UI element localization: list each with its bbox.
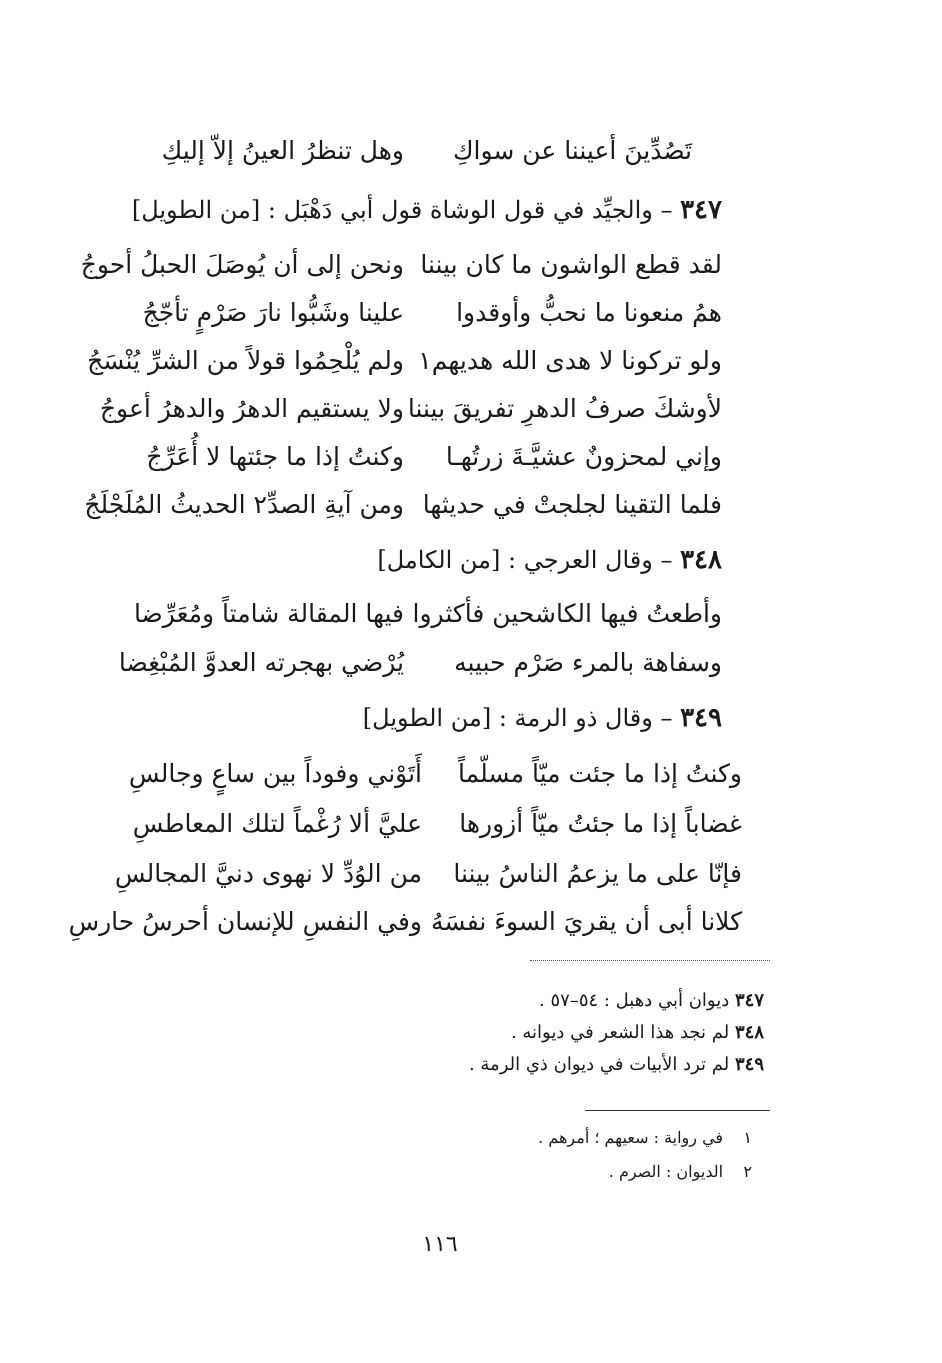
note-text: ديوان أبي دهبل : ٥٤–٥٧ . bbox=[539, 990, 730, 1011]
source-note-347 bbox=[539, 988, 764, 1014]
section-heading-349 bbox=[363, 701, 722, 735]
verse-hemistich-right: تَصُدِّينَ أعيننا عن سواكِ bbox=[452, 136, 692, 165]
section-number: ٣٤٧ bbox=[680, 195, 722, 225]
footnote-1 bbox=[538, 1126, 752, 1150]
verse-hemistich-right: وكنتُ إذا ما جئت ميّاً مسلّماً bbox=[458, 759, 742, 788]
footnote-text: في رواية : سعيهم ؛ أمرهم . bbox=[538, 1128, 724, 1147]
footnote-number: ١ bbox=[743, 1128, 752, 1147]
verse-hemistich-right: غضاباً إذا ما جئتُ ميّاً أزورها bbox=[459, 809, 742, 838]
verse-hemistich-right: فلما التقينا لجلجتْ في حديثها bbox=[422, 490, 722, 519]
verse-hemistich-left: عليَّ ألا رُغْماً لتلك المعاطسِ bbox=[132, 809, 422, 838]
verse-hemistich-left: ولم يُلْحِمُوا قولاً من الشرِّ يُنْسَجُ bbox=[87, 346, 404, 375]
verse-hemistich-left: من الوُدِّ لا نهوى دنيَّ المجالسِ bbox=[114, 859, 422, 888]
section-number: ٣٤٨ bbox=[680, 545, 722, 575]
verse-hemistich-right: وسفاهة بالمرء صَرْم حبيبه bbox=[454, 648, 722, 677]
verse-hemistich-right: فإنّا على ما يزعمُ الناسُ بيننا bbox=[453, 859, 742, 888]
page-number: ١١٦ bbox=[422, 1232, 458, 1257]
verse-hemistich-left: ولا يستقيم الدهرُ والدهرُ أعوجُ bbox=[99, 394, 404, 423]
notes-separator bbox=[530, 960, 770, 961]
verse-hemistich-right: وأطعتُ فيها الكاشحين فأكثروا bbox=[412, 599, 722, 628]
verse-hemistich-right: ولو تركونا لا هدى الله هديهم١ bbox=[418, 346, 722, 375]
footnote-number: ٢ bbox=[743, 1162, 752, 1181]
source-note-349 bbox=[469, 1052, 764, 1078]
verse-hemistich-left: وفي النفسِ للإنسان أحرسُ حارسِ bbox=[68, 907, 422, 936]
note-text: لم ترد الأبيات في ديوان ذي الرمة . bbox=[468, 1054, 730, 1075]
section-title: – وقال العرجي : [من الكامل] bbox=[377, 546, 681, 574]
source-note-348 bbox=[511, 1020, 764, 1046]
verse-hemistich-left: يُرْضي بهجرته العدوَّ المُبْغِضا bbox=[118, 648, 404, 677]
verse-hemistich-right: وإني لمحزونٌ عشيَّـةَ زرتُهـا bbox=[445, 442, 722, 471]
section-title: – وقال ذو الرمة : [من الطويل] bbox=[362, 704, 681, 732]
verse-hemistich-right: لأوشكَ صرفُ الدهرِ تفريقَ بيننا bbox=[407, 394, 722, 423]
verse-hemistich-left: علينا وشَبُّوا نارَ صَرْمٍ تأجّجُ bbox=[142, 298, 404, 327]
footnote-text: الديوان : الصرم . bbox=[608, 1162, 724, 1181]
note-number: ٣٤٧ bbox=[734, 990, 764, 1011]
verse-hemistich-left: وهل تنظرُ العينُ إلاّ إليكِ bbox=[161, 136, 404, 165]
section-title: – والجيِّد في قول الوشاة قول أبي دَهْبَل : [من الطويل] bbox=[131, 196, 681, 224]
verse-hemistich-right: همُ منعونا ما نحبُّ وأوقدوا bbox=[456, 298, 722, 327]
note-number: ٣٤٩ bbox=[734, 1054, 764, 1075]
verse-hemistich-left: ونحن إلى أن يُوصَلَ الحبلُ أحوجُ bbox=[80, 250, 404, 279]
section-heading-348 bbox=[377, 543, 722, 577]
section-number: ٣٤٩ bbox=[680, 703, 722, 733]
verse-hemistich-right: لقد قطع الواشون ما كان بيننا bbox=[420, 250, 722, 279]
verse-hemistich-left: ومن آيةِ الصدِّ٢ الحديثُ المُلَجْلَجُ bbox=[84, 490, 404, 519]
footnote-separator bbox=[585, 1110, 770, 1111]
verse-hemistich-right: كلانا أبى أن يقريَ السوءَ نفسَهُ bbox=[431, 907, 742, 936]
section-heading-347 bbox=[132, 193, 722, 227]
note-number: ٣٤٨ bbox=[734, 1022, 764, 1043]
verse-hemistich-left: أَتَوْني وفوداً بين ساعٍ وجالسِ bbox=[128, 759, 422, 788]
note-text: لم نجد هذا الشعر في ديوانه . bbox=[510, 1022, 730, 1043]
footnote-2 bbox=[609, 1160, 752, 1184]
verse-hemistich-left: فيها المقالة شامتاً ومُعَرِّضا bbox=[133, 599, 404, 628]
verse-hemistich-left: وكنتُ إذا ما جئتها لا أُعَرِّجُ bbox=[146, 442, 404, 471]
